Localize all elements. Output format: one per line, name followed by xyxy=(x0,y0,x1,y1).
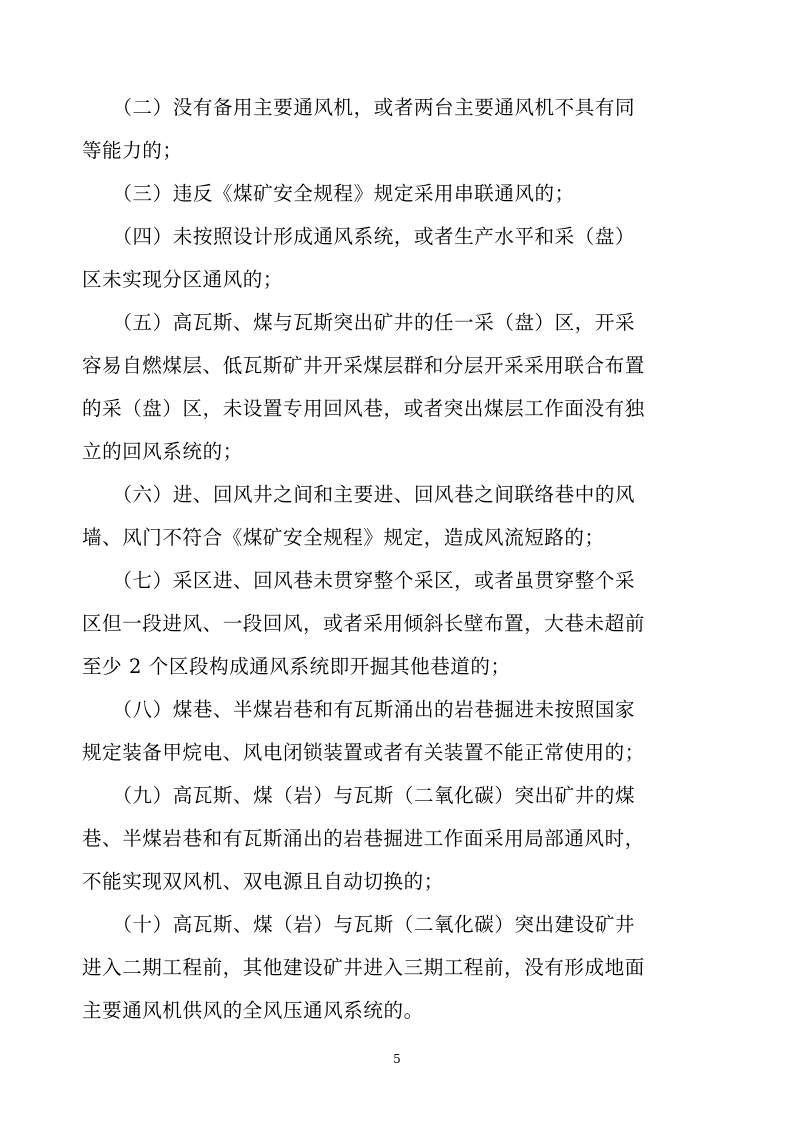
text-line: 等能力的； xyxy=(82,139,183,162)
text-line: 不能实现双风机、双电源且自动切换的； xyxy=(82,870,444,893)
text-line: （七）采区进、回风巷未贯穿整个采区，或者虽贯穿整个采 xyxy=(82,569,636,592)
text-line: （五）高瓦斯、煤与瓦斯突出矿井的任一采（盘）区，开采 xyxy=(82,311,636,334)
text-line: （八）煤巷、半煤岩巷和有瓦斯涌出的岩巷掘进未按照国家 xyxy=(82,698,636,721)
text-line: 进入二期工程前，其他建设矿井进入三期工程前，没有形成地面 xyxy=(82,956,645,979)
text-line: 立的回风系统的； xyxy=(82,440,243,463)
text-line: （九）高瓦斯、煤（岩）与瓦斯（二氧化碳）突出矿井的煤 xyxy=(82,784,636,807)
text-line: （二）没有备用主要通风机，或者两台主要通风机不具有同 xyxy=(82,96,636,119)
text-line: （十）高瓦斯、煤（岩）与瓦斯（二氧化碳）突出建设矿井 xyxy=(82,913,636,936)
text-line: 区但一段进风、一段回风，或者采用倾斜长壁布置，大巷未超前 xyxy=(82,612,645,635)
text-line: 墙、风门不符合《煤矿安全规程》规定，造成风流短路的； xyxy=(82,526,605,549)
text-line: 容易自燃煤层、低瓦斯矿井开采煤层群和分层开采采用联合布置 xyxy=(82,354,645,377)
text-line: 区未实现分区通风的； xyxy=(82,268,284,291)
text-line: 的采（盘）区，未设置专用回风巷，或者突出煤层工作面没有独 xyxy=(82,397,645,420)
text-line: 至少 2 个区段构成通风系统即开掘其他巷道的； xyxy=(82,655,511,678)
text-line: （三）违反《煤矿安全规程》规定采用串联通风的； xyxy=(82,182,575,205)
text-line: 主要通风机供风的全风压通风系统的。 xyxy=(82,999,424,1022)
page-number: 5 xyxy=(393,1052,401,1066)
text-line: 巷、半煤岩巷和有瓦斯涌出的岩巷掘进工作面采用局部通风时， xyxy=(82,827,645,850)
text-line: （四）未按照设计形成通风系统，或者生产水平和采（盘） xyxy=(82,225,636,248)
text-line: 规定装备甲烷电、风电闭锁装置或者有关装置不能正常使用的； xyxy=(82,741,645,764)
text-line: （六）进、回风井之间和主要进、回风巷之间联络巷中的风 xyxy=(82,483,636,506)
